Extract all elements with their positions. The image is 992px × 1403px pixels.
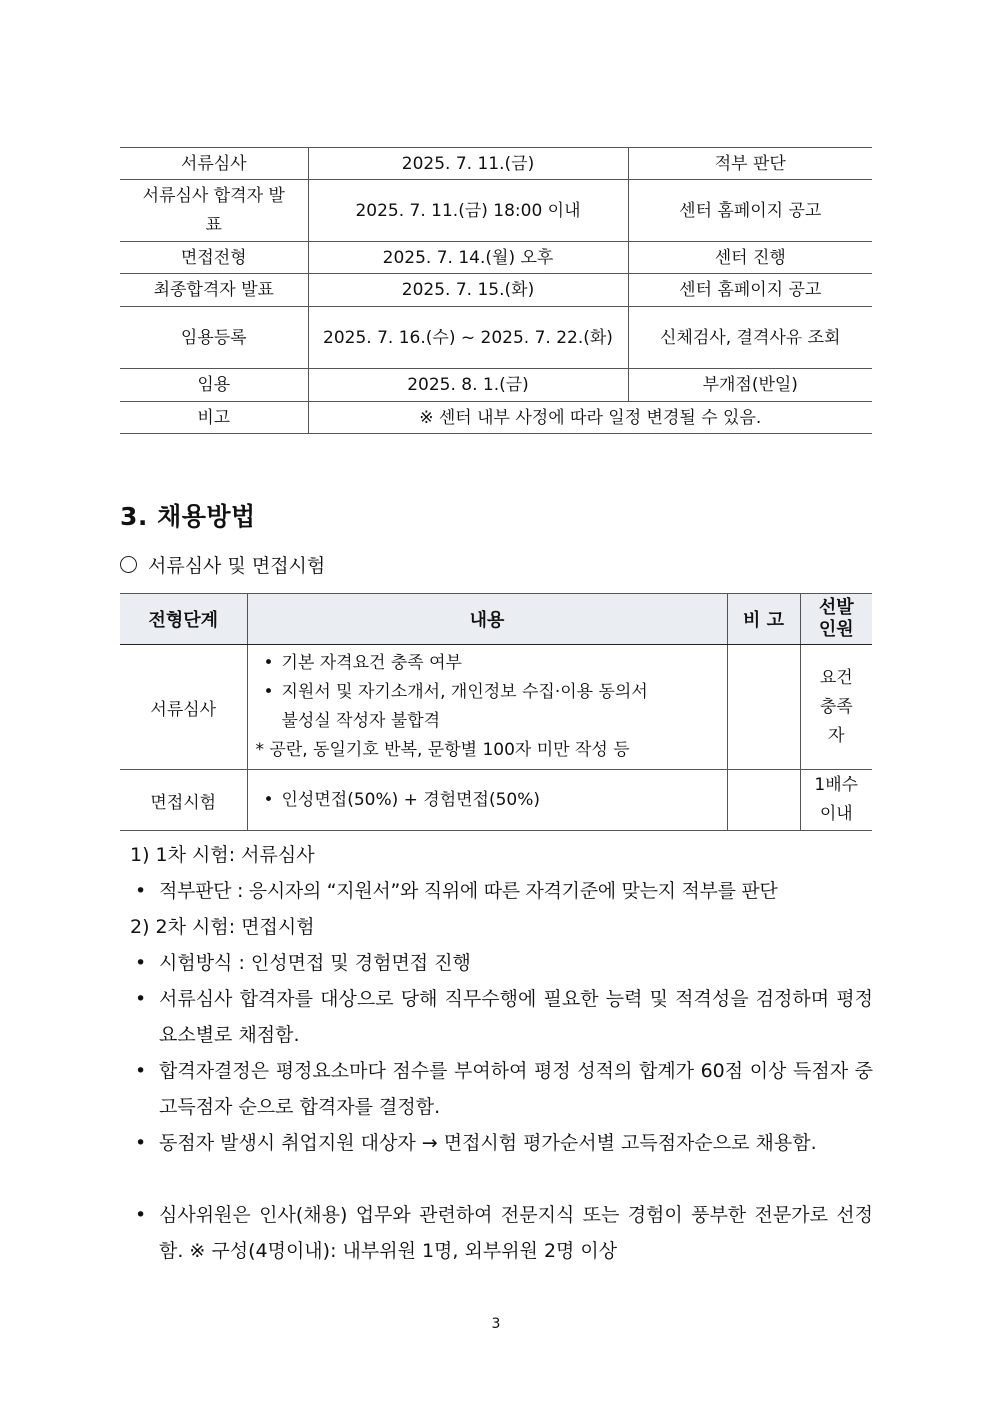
section-subtitle-text: 서류심사 및 면접시험	[148, 555, 326, 577]
method-stage: 서류심사	[120, 645, 247, 770]
list-item	[135, 1197, 873, 1269]
list-item-text: 지원서 및 자기소개서, 개인정보 수집·이용 동의서	[281, 682, 648, 702]
bullet-icon: •	[135, 988, 147, 1010]
table-row	[120, 770, 872, 831]
schedule-stage: 면접전형	[120, 242, 308, 274]
schedule-date: 2025. 7. 16.(수) ~ 2025. 7. 22.(화)	[308, 307, 628, 369]
bullet-icon: •	[135, 1060, 147, 1082]
list-item-text: 동점자 발생시 취업지원 대상자 → 면접시험 평가순서별 고득점자순으로 채용함.	[159, 1132, 817, 1154]
list-item	[135, 873, 873, 909]
header-content: 내용	[247, 594, 727, 645]
list-item	[135, 1053, 873, 1125]
list-item	[135, 1125, 873, 1161]
list-item	[256, 649, 719, 678]
method-remark	[727, 645, 800, 770]
schedule-note: 센터 홈페이지 공고	[628, 180, 872, 242]
schedule-note: 부개점(반일)	[628, 369, 872, 402]
method-content	[247, 645, 727, 770]
method-table	[120, 593, 872, 831]
header-selection	[800, 594, 872, 645]
circle-icon	[120, 556, 137, 573]
schedule-stage: 서류심사	[120, 148, 308, 180]
table-row	[120, 148, 872, 180]
schedule-note: 센터 진행	[628, 242, 872, 274]
bullet-icon: •	[263, 789, 274, 810]
schedule-stage: 임용	[120, 369, 308, 402]
schedule-stage	[120, 180, 308, 242]
schedule-date: 2025. 7. 11.(금) 18:00 이내	[308, 180, 628, 242]
list-item-text: 적부판단 : 응시자의 “지원서”와 직위에 따른 자격기준에 맞는지 적부를 판단	[159, 880, 778, 902]
list-item-text: 합격자결정은 평정요소마다 점수를 부여하여 평정 성적의 합계가 60점 이상 득점자 중 고득점자 순으로 합격자를 결정함.	[159, 1060, 873, 1118]
table-row	[120, 180, 872, 242]
table-row	[120, 369, 872, 402]
bullet-icon: •	[135, 952, 147, 974]
bullet-icon: •	[135, 880, 147, 902]
table-row	[120, 307, 872, 369]
table-row	[120, 402, 872, 434]
schedule-date: 2025. 7. 15.(화)	[308, 274, 628, 307]
bullet-icon: •	[263, 682, 274, 702]
list-item	[135, 945, 873, 981]
list-item	[256, 786, 719, 815]
schedule-table	[120, 147, 872, 434]
schedule-note: 신체검사, 결격사유 조회	[628, 307, 872, 369]
schedule-note: 센터 홈페이지 공고	[628, 274, 872, 307]
section-subtitle	[120, 551, 325, 578]
step2-title: 2) 2차 시험: 면접시험	[130, 916, 315, 938]
table-header-row	[120, 594, 872, 645]
schedule-stage-text: 서류심사 합격자 발표	[142, 185, 285, 235]
bullet-icon: •	[135, 1204, 147, 1226]
schedule-date: 2025. 8. 1.(금)	[308, 369, 628, 402]
method-selection	[800, 645, 872, 770]
list-item-text: 기본 자격요건 충족 여부	[281, 653, 462, 673]
table-row	[120, 645, 872, 770]
list-item-text: 심사위원은 인사(채용) 업무와 관련하여 전문지식 또는 경험이 풍부한 전문가로 선정함. ※ 구성(4명이내): 내부위원 1명, 외부위원 2명 이상	[159, 1204, 873, 1262]
method-remark	[727, 770, 800, 831]
schedule-date: 2025. 7. 11.(금)	[308, 148, 628, 180]
method-stage: 면접시험	[120, 770, 247, 831]
header-selection-text: 선발 인원	[818, 597, 854, 640]
method-selection	[800, 770, 872, 831]
method-content	[247, 770, 727, 831]
list-item	[256, 678, 719, 707]
schedule-stage: 임용등록	[120, 307, 308, 369]
schedule-remark-text: ※ 센터 내부 사정에 따라 일정 변경될 수 있음.	[308, 402, 872, 434]
header-stage: 전형단계	[120, 594, 247, 645]
bullet-icon: •	[263, 653, 274, 673]
schedule-note: 적부 판단	[628, 148, 872, 180]
list-item-text: 시험방식 : 인성면접 및 경험면접 진행	[159, 952, 471, 974]
schedule-remark-label: 비고	[120, 402, 308, 434]
list-item-text: 서류심사 합격자를 대상으로 당해 직무수행에 필요한 능력 및 적격성을 검정하며 평정요소별로 채점함.	[159, 988, 873, 1046]
table-row	[120, 242, 872, 274]
list-item-text: 불성실 작성자 불합격	[281, 711, 441, 731]
method-selection-text: 요건 충족자	[819, 667, 853, 746]
step1-title: 1) 1차 시험: 서류심사	[130, 844, 315, 866]
page-number: 3	[491, 1316, 501, 1332]
header-remark: 비 고	[727, 594, 800, 645]
table-row	[120, 274, 872, 307]
schedule-stage: 최종합격자 발표	[120, 274, 308, 307]
schedule-date: 2025. 7. 14.(월) 오후	[308, 242, 628, 274]
section-title: 3. 채용방법	[120, 502, 256, 531]
method-selection-text: 1배수 이내	[814, 775, 859, 824]
list-item-text: 인성면접(50%) + 경험면접(50%)	[281, 789, 541, 810]
bullet-icon: •	[135, 1132, 147, 1154]
list-item-continuation	[256, 707, 719, 736]
method-footnote: * 공란, 동일기호 반복, 문항별 100자 미만 작성 등	[255, 740, 630, 760]
list-item	[135, 981, 873, 1053]
